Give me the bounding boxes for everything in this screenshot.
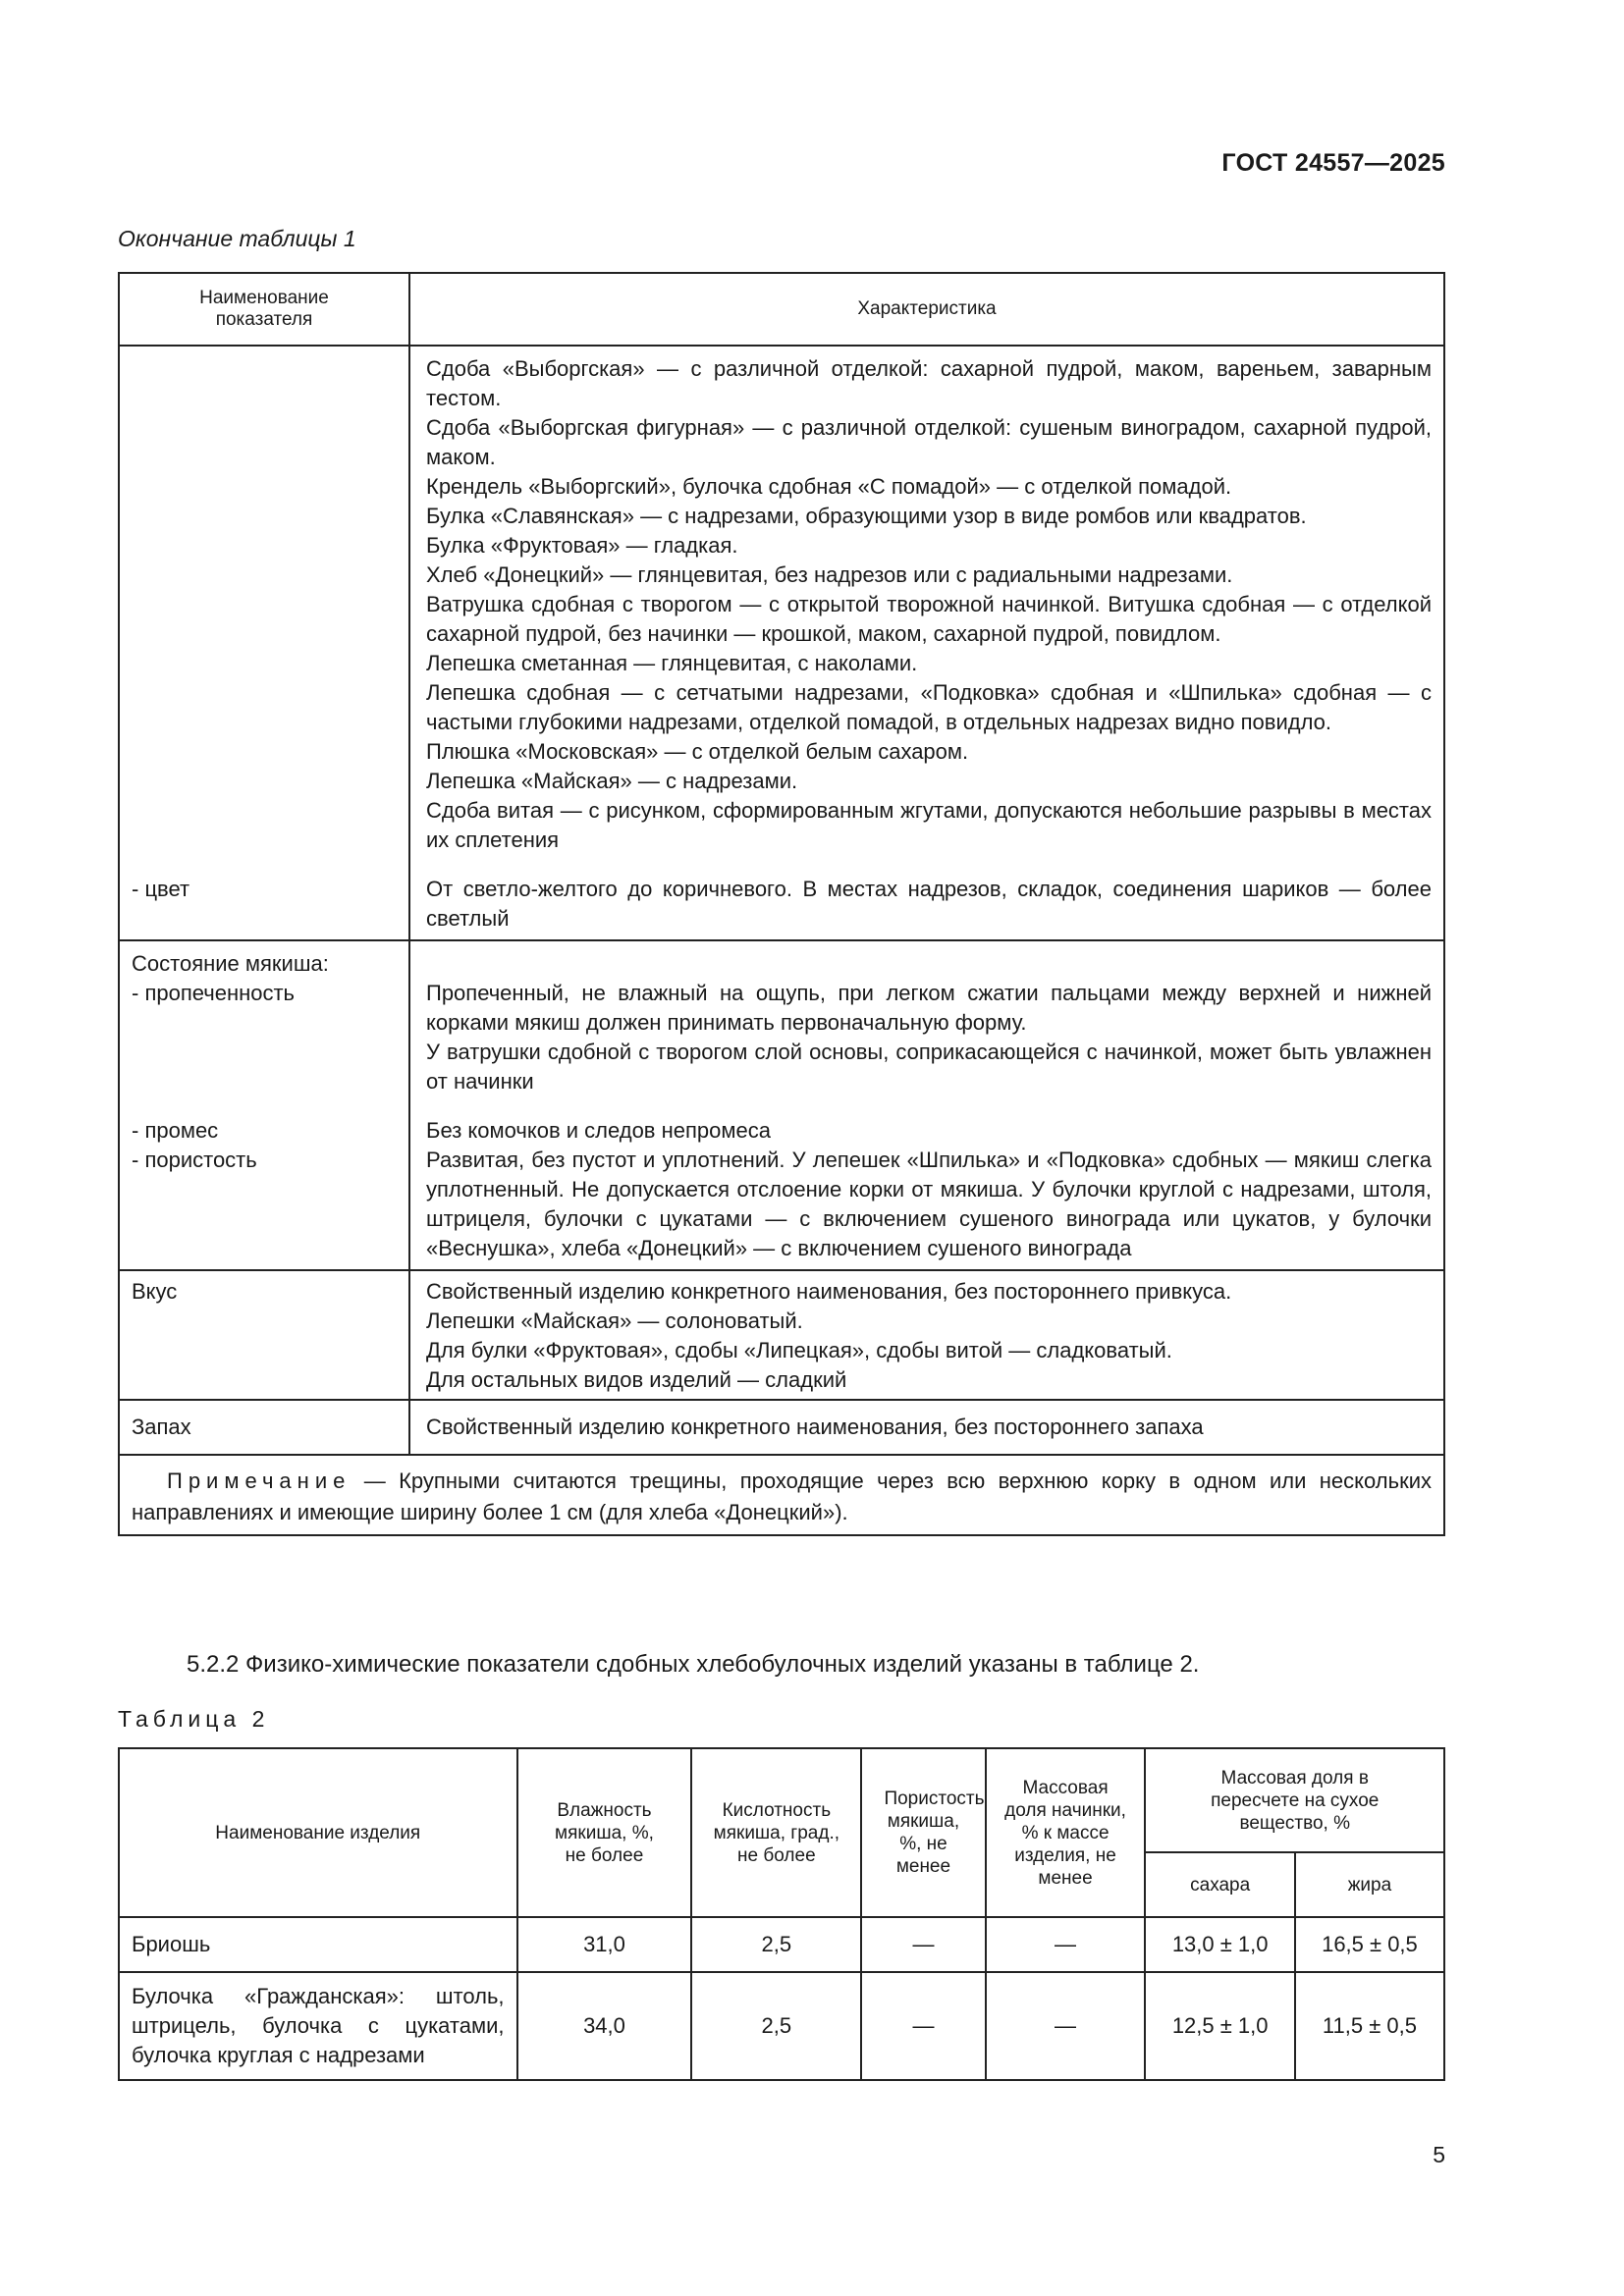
table2-header-porosity: Пористость мякиша, %, не менее — [861, 1748, 985, 1917]
table1-header-row — [119, 273, 1444, 346]
text-line: Булка «Славянская» — с надрезами, образующими узор в виде ромбов или квадратов. — [426, 504, 1307, 528]
text-line: Ватрушка сдобная с творогом — с открытой творожной начинкой. Витушка сдобная — с отделкой сахарной пудрой, без начинки — крошкой, маком, сахарной пудрой, повидлом. — [426, 592, 1432, 646]
table2-cell-sugar: 12,5 ± 1,0 — [1145, 1972, 1294, 2080]
table2-caption: Таблица 2 — [118, 1706, 270, 1732]
note-text: — Крупными считаются трещины, проходящие через всю верхнюю корку в одном или нескольких направлениях и имеющие ширину более 1 см (для хлеба «Донецкий»). — [132, 1468, 1432, 1524]
text-line: Состояние мякиша: — [132, 951, 329, 976]
table2-cell-sugar: 13,0 ± 1,0 — [1145, 1917, 1294, 1972]
table1-row-crumb — [119, 940, 1444, 1096]
table1-header-name: Наименование показателя — [119, 273, 409, 346]
table1-row-smell — [119, 1400, 1444, 1455]
table1-cell-name — [119, 940, 409, 1096]
table2-cell-moisture: 34,0 — [517, 1972, 692, 2080]
table1-row-decoration — [119, 346, 1444, 855]
text-line: У ватрушки сдобной с творогом слой основы, соприкасающейся с начинкой, может быть увлажнен от начинки — [426, 1040, 1432, 1094]
table1-row-taste — [119, 1270, 1444, 1400]
text-line: Для булки «Фруктовая», сдобы «Липецкая», сдобы витой — сладковатый. — [426, 1338, 1172, 1362]
table2-header-dry-group: Массовая доля в пересчете на сухое вещество, % — [1145, 1748, 1444, 1852]
table1-row-color — [119, 855, 1444, 940]
table2-cell-filling: — — [986, 1972, 1146, 2080]
text-line: - пропеченность — [132, 981, 296, 1005]
table2-cell-filling: — — [986, 1917, 1146, 1972]
text-line: - промес — [132, 1118, 219, 1143]
text-line: Булка «Фруктовая» — гладкая. — [426, 533, 738, 558]
table2-header-acidity: Кислотность мякиша, град., не более — [691, 1748, 861, 1917]
table2-cell-name: Бриошь — [119, 1917, 517, 1972]
table1-note — [119, 1455, 1444, 1535]
table2-cell-name: Булочка «Гражданская»: штоль, штрицель, булочка с цукатами, булочка круглая с надрезами — [119, 1972, 517, 2080]
table1-cell-name: Вкус — [119, 1270, 409, 1400]
text-line: Свойственный изделию конкретного наименования, без постороннего привкуса. — [426, 1279, 1232, 1304]
table1-cell-char — [409, 346, 1444, 855]
table2-header-filling: Массовая доля начинки, % к массе изделия, не менее — [986, 1748, 1146, 1917]
text-line: - пористость — [132, 1148, 257, 1172]
table1-cell-name — [119, 1096, 409, 1270]
text-line: Хлеб «Донецкий» — глянцевитая, без надрезов или с радиальными надрезами. — [426, 562, 1233, 587]
table1-cell-char: Свойственный изделию конкретного наименования, без постороннего запаха — [409, 1400, 1444, 1455]
text-line: Сдоба витая — с рисунком, сформированным жгутами, допускаются небольшие разрывы в местах их сплетения — [426, 798, 1432, 852]
table2-row — [119, 1917, 1444, 1972]
table1-header-characteristic: Характеристика — [409, 273, 1444, 346]
table2-cell-acidity: 2,5 — [691, 1972, 861, 2080]
table1-cell-char — [409, 940, 1444, 1096]
table2-cell-moisture: 31,0 — [517, 1917, 692, 1972]
table1-cell-name — [119, 346, 409, 855]
text-line: Лепешка сметанная — глянцевитая, с наколами. — [426, 651, 918, 675]
table1-cell-name: - цвет — [119, 855, 409, 940]
table2-header-row — [119, 1748, 1444, 1852]
text-line: Для остальных видов изделий — сладкий — [426, 1367, 847, 1392]
text-line: Развитая, без пустот и уплотнений. У лепешек «Шпилька» и «Подковка» сдобных — мякиш слегка уплотненный. Не допускается отслоение корки от мякиша. У булочки круглой с надрезами, штоля, штрицеля, булочки с цукатами — с включением сушеного винограда или цукатов, у булочки «Веснушка», хлеба «Донецкий» — с включением сушеного винограда — [426, 1148, 1432, 1260]
table-2 — [118, 1747, 1445, 2081]
text-line: Крендель «Выборгский», булочка сдобная «С помадой» — с отделкой помадой. — [426, 474, 1232, 499]
text-line: Плюшка «Московская» — с отделкой белым сахаром. — [426, 739, 969, 764]
table1-row-mix — [119, 1096, 1444, 1270]
text-line: Лепешки «Майская» — солоноватый. — [426, 1308, 803, 1333]
table2-cell-porosity: — — [861, 1917, 985, 1972]
table2-header-fat: жира — [1295, 1852, 1444, 1917]
text-line: Сдоба «Выборгская фигурная» — с различной отделкой: сушеным виноградом, сахарной пудрой, маком. — [426, 415, 1432, 469]
table2-header-sugar: сахара — [1145, 1852, 1294, 1917]
paragraph-5-2-2: 5.2.2 Физико-химические показатели сдобных хлебобулочных изделий указаны в таблице 2. — [187, 1651, 1200, 1678]
table1-caption: Окончание таблицы 1 — [118, 226, 356, 251]
text-line: Лепешка «Майская» — с надрезами. — [426, 769, 798, 793]
table1-cell-name: Запах — [119, 1400, 409, 1455]
table2-header-moisture: Влажность мякиша, %, не более — [517, 1748, 692, 1917]
text-line: Лепешка сдобная — с сетчатыми надрезами, «Подковка» сдобная и «Шпилька» сдобная — с частыми глубокими надрезами, отделкой помадой, в отдельных надрезах видно повидло. — [426, 680, 1432, 734]
table1-cell-char — [409, 1270, 1444, 1400]
table1-cell-char — [409, 1096, 1444, 1270]
table2-row — [119, 1972, 1444, 2080]
table2-cell-acidity: 2,5 — [691, 1917, 861, 1972]
table2-cell-porosity: — — [861, 1972, 985, 2080]
note-label: Примечание — [167, 1468, 352, 1493]
text-line: Без комочков и следов непромеса — [426, 1118, 771, 1143]
document-id: ГОСТ 24557—2025 — [1221, 149, 1445, 177]
table1-note-row — [119, 1455, 1444, 1535]
table1-cell-char: От светло-желтого до коричневого. В местах надрезов, складок, соединения шариков — более светлый — [409, 855, 1444, 940]
table-1 — [118, 272, 1445, 1536]
text-line: Пропеченный, не влажный на ощупь, при легком сжатии пальцами между верхней и нижней корками мякиш должен принимать первоначальную форму. — [426, 981, 1432, 1035]
table2-cell-fat: 16,5 ± 0,5 — [1295, 1917, 1444, 1972]
text-line: Сдоба «Выборгская» — с различной отделкой: сахарной пудрой, маком, вареньем, заварным тестом. — [426, 356, 1432, 410]
page-number: 5 — [1433, 2142, 1445, 2167]
table2-cell-fat: 11,5 ± 0,5 — [1295, 1972, 1444, 2080]
table2-header-name: Наименование изделия — [119, 1748, 517, 1917]
